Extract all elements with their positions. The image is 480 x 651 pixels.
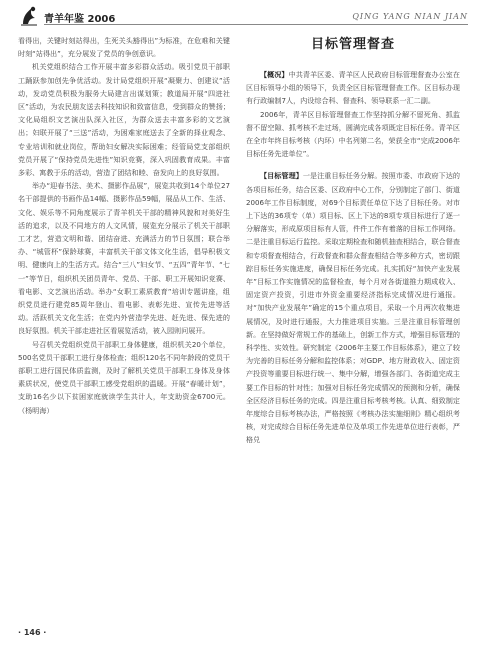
left-column [18,34,230,417]
overview-paragraph-2: 2006年，青羊区目标管理督查工作坚持抓分解不留死角、抓监督不留空隙、抓考核不走过场，圆满完成各项既定目标任务。青羊区在全市年终目标考核（内环）中名列第二名，荣获全市“完成2006年目标任务先进单位”。 [246,109,460,159]
article-title: 目标管理督查 [310,37,395,52]
overview-text: 中共青羊区委、青羊区人民政府目标管理督查办公室在区目标领导小组的领导下，负责全区目标管理督查工作。区目标办现有行政编制7人，内设综合科、督查科、领导联系一汇二副。 [246,70,461,106]
left-paragraph-3: 举办“迎春书法、美术、摄影作品展”，展览共收到14个单位27名干部提供的书画作品14幅、摄影作品59幅，展品从工作、生活、文化、娱乐等不同角度展示了青羊机关干部的精神风貌和对美好生活的追求，以及不同地方的人文风情，展览充分展示了机关干部职工才艺，营造文明和谐、团结奋进、充满活力的节日氛围；联合举办、“城管杯”保龄球赛，丰富机关干部文体文化生活，倡导积极文明、健康向上的生活方式。结合“三八”妇女节、“五四”青年节、“七一”等节日，组织机关团员青年、党员、干部、职工开展知识竞赛、看电影、文艺演出活动。举办“女职工素质教育”培训专题讲座，组织党员进行建党85周年登山、看电影、表彰先进、宣传先进等活动。活跃机关文化生活；在党内外营造学先进、赶先进、保先进的良好氛围。机关干部走进社区看展览活动，被入园则问展开。 [18,181,230,336]
yearbook-logo-icon [18,4,40,26]
overview-tag: 【概况】 [260,70,289,79]
header-rule [44,24,468,25]
page-number: · 146 · [18,628,47,637]
header-title: 青羊年鉴 2006 [44,14,116,25]
goal-tag: 【目标管理】 [260,171,303,181]
left-paragraph-2: 机关党组织结合工作开展丰富多彩群众活动。吸引党员干部职工踊跃参加创先争优活动。发计局党组织开展“凝聚力、创建议”活动，发动党员积极为服务大局建言出谋划策；教道局开展“四进社区”活动，为农民朋友送去科技知识和致富信息，受到群众的赞扬；文化局组织文艺演出队深入社区，为群众送去丰富多彩的文艺演出；妇联开展了“三送”活动，为困难家庭送去了全新的择业观念、专业培训和就业岗位，帮助妇女解决实际困难；经管局党支部组织党员开展了“保持党员先进性”知识竞赛，深入巩固教育成果。丰富多彩、寓教于乐的活动，营造了团结和睦、奋发向上的良好氛围。 [18,62,230,178]
goal-paragraph [246,169,460,446]
left-paragraph-1: 看得出，关键时刻站得出，生死关头豁得出”为标准，在危难和关键时刻“站得出”，充分展发了党员的争创意识。 [18,36,230,59]
left-paragraph-4: 号召机关党组织党员干部职工身体健康，组织机关20个单位，500名党员干部职工进行身体检查；组织120名不同年龄段的党员干部职工进行国民体质监测，及时了解机关党员干部职工身体及身体素质状况，使党员干部职工感受党组织的温暖。开展“春暖计划”，支助16名少以下贫困家庭就读学生共计人，年支助资金6700元。（杨明海） [18,339,230,415]
overview-paragraph [246,68,460,108]
goal-text: 一是注重目标任务分解。按照市委、市政府下达的各项目标任务，结合区委、区政府中心工作，分别制定了部门、街道2006年工作目标制度，对69个目标责任单位下达了目标任务。对市上下达的36项专（单）项目标、区上下达的8项专项目标进行了逐一分解落实，形成原项目标有人管，件件工作有着落的目标工作网络。二是注重目标运行监控。采取定期检查和随机抽查相结合，联合督查和专项督查相结合，行政督查和群众督查相结合等多种方式，密切跟踪目标任务实施进度，确保目标任务完成。扎实抓好“加快产业发展年”目标工作实施情况的监督检查，每个月对各街道推力期成收入、固定资产投资，引进市外资金重要经济指标完成情况进行通报。对“加快产业发展年”确定的15个重点项目，采取一个月两次收集进展情况，及时进行通报，大力推进项目实施。三是注重目标管理创新。在坚持做好常规工作的基础上，创新工作方式，增强目标管理的科学性、实效性。研究制定《2006年主要工作目标体系》，建立了较为完善的目标任务分解和监控体系；对GDP、地方财政收入、固定资产投资等重要目标进行统一、集中分解，增强各部门、各街道完成主要工作目标的针对性；加强对目标任务完成情况的预测和分析，确保全区经济目标任务的完成。四是注重目标考核考核。认真、细致制定年度综合目标考核办法，严格按照《考核办法实施细则》精心组织考核，对完成综合目标任务先进单位及单项工作先进单位进行表彰，严格兑 [246,171,461,445]
page-header [18,4,468,26]
right-column [246,34,460,447]
header-right-text: QING YANG NIAN JIAN [352,12,468,21]
